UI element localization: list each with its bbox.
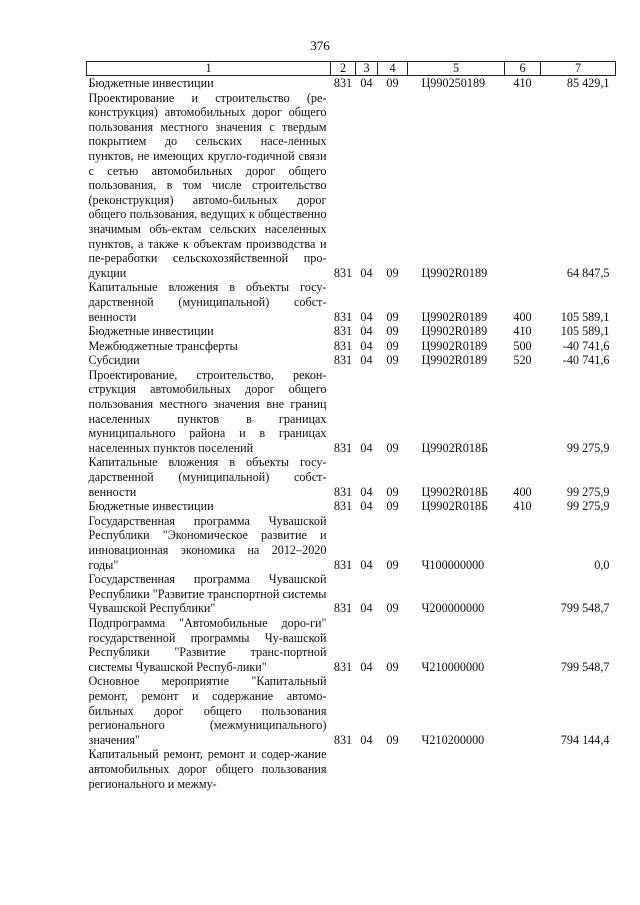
row-target-article: Ц9902R018Б xyxy=(421,499,489,514)
row-expense-type: 400 xyxy=(513,309,532,324)
table-body xyxy=(87,76,616,792)
row-name: Субсидии xyxy=(88,353,140,368)
row-ministry-code: 831 xyxy=(333,324,353,339)
row-target-article: Ч200000000 xyxy=(421,601,485,616)
row-subsection-code: 09 xyxy=(386,601,399,616)
table-row xyxy=(87,616,616,674)
row-expense-type xyxy=(505,616,541,674)
row-amount: 105 589,1 xyxy=(560,324,610,339)
table-row xyxy=(87,514,616,572)
row-section-code: 04 xyxy=(360,499,373,514)
row-name: Капитальные вложения в объекты госу-дарственной (муниципальной) собст-венности xyxy=(88,280,327,324)
row-name: Проектирование, строительство, рекон-струкция автомобильных дорог общего пользования местного значения вне границ населенных пунктов в границах муниципального района и в границах населенных пунктов поселений xyxy=(88,367,327,455)
row-expense-type xyxy=(505,514,541,572)
row-name: Межбюджетные трансферты xyxy=(88,338,238,353)
row-amount: 799 548,7 xyxy=(560,601,610,616)
row-name: Государственная программа Чувашской Республики "Экономическое развитие и инновационная экономика на 2012–2020 годы" xyxy=(88,513,327,572)
row-amount: 105 589,1 xyxy=(560,309,610,324)
row-ministry-code: 831 xyxy=(333,601,353,616)
row-name: Государственная программа Чувашской Республики "Развитие транспортной системы Чувашской Республики" xyxy=(88,572,327,616)
row-expense-type: 410 xyxy=(513,499,532,514)
row-amount: 99 275,9 xyxy=(566,484,610,499)
row-subsection-code: 09 xyxy=(386,309,399,324)
table-row xyxy=(87,324,616,339)
row-ministry-code: 831 xyxy=(333,499,353,514)
row-subsection-code: 09 xyxy=(386,484,399,499)
row-expense-type xyxy=(505,368,541,456)
row-ministry-code: 831 xyxy=(333,732,353,747)
row-name: Бюджетные инвестиции xyxy=(88,499,214,514)
header-col-1: 1 xyxy=(87,62,331,76)
budget-table xyxy=(86,61,616,791)
row-target-article: Ц9902R018Б xyxy=(421,484,489,499)
row-name: Проектирование и строительство (ре-конструкция) автомобильных дорог общего пользования местного значения с твердым покрытием до сельских насе-ленных пунктов, не имеющих кругло-годичной связи с сетью автомобильных дорог общего пользования, в том числе строительство (реконструкция) автомо-бильных дорог общего пользования, ведущих к общественно значимым объ-ектам сельских населенных пунктов, а также к объектам производства и пе-реработки сельскохозяйственной про-дукции xyxy=(88,90,327,280)
row-subsection-code: 09 xyxy=(386,76,399,90)
row-target-article: Ц9902R0189 xyxy=(421,265,488,280)
row-amount: 794 144,4 xyxy=(560,732,610,747)
table-row xyxy=(87,339,616,354)
row-target-article xyxy=(408,747,505,791)
row-name: Капитальные вложения в объекты госу-дарственной (муниципальной) собст-венности xyxy=(88,455,327,499)
row-name: Основное мероприятие "Капитальный ремонт, ремонт и содержание автомо-бильных дорог общего пользования регионального (межмуниципального) значения" xyxy=(88,674,327,747)
row-name: Бюджетные инвестиции xyxy=(88,324,214,339)
row-subsection-code: 09 xyxy=(386,338,399,353)
header-col-2: 2 xyxy=(331,62,356,76)
row-expense-type xyxy=(505,91,541,281)
row-expense-type: 400 xyxy=(513,484,532,499)
row-name: Подпрограмма "Автомобильные доро-ги" государственной программы Чу-вашской Республики "Развитие транс-портной системы Чувашской Респуб-лики" xyxy=(88,615,327,674)
row-ministry-code: 831 xyxy=(333,440,353,455)
row-section-code: 04 xyxy=(360,309,373,324)
row-expense-type: 500 xyxy=(513,338,532,353)
row-section-code: 04 xyxy=(360,324,373,339)
row-expense-type: 410 xyxy=(513,324,532,339)
row-section-code: 04 xyxy=(360,484,373,499)
row-name: Капитальный ремонт, ремонт и содер-жание автомобильных дорог общего пользования регионального и межму- xyxy=(88,747,327,791)
row-section-code: 04 xyxy=(360,601,373,616)
row-subsection-code: 09 xyxy=(386,659,399,674)
row-ministry-code: 831 xyxy=(333,484,353,499)
row-amount: 99 275,9 xyxy=(566,499,610,514)
row-expense-type xyxy=(505,572,541,616)
row-section-code: 04 xyxy=(360,265,373,280)
row-expense-type xyxy=(505,674,541,747)
row-target-article: Ц9902R0189 xyxy=(421,324,488,339)
row-target-article: Ч210200000 xyxy=(421,732,485,747)
header-col-3: 3 xyxy=(356,62,378,76)
row-subsection-code: 09 xyxy=(386,732,399,747)
table-row xyxy=(87,368,616,456)
table-row xyxy=(87,353,616,368)
table-row xyxy=(87,91,616,281)
row-ministry-code: 831 xyxy=(333,353,353,368)
row-ministry-code: 831 xyxy=(333,659,353,674)
row-subsection-code: 09 xyxy=(386,499,399,514)
row-amount xyxy=(541,747,616,791)
row-ministry-code: 831 xyxy=(333,76,353,90)
row-target-article: Ч210000000 xyxy=(421,659,485,674)
row-subsection-code: 09 xyxy=(386,557,399,572)
row-subsection-code: 09 xyxy=(386,324,399,339)
header-row xyxy=(87,62,616,76)
row-section-code xyxy=(356,747,378,791)
row-ministry-code xyxy=(331,747,356,791)
table-row xyxy=(87,455,616,499)
row-expense-type: 520 xyxy=(513,353,532,368)
header-col-6: 6 xyxy=(505,62,541,76)
row-subsection-code xyxy=(378,747,408,791)
row-subsection-code: 09 xyxy=(386,440,399,455)
row-target-article: Ц9902R018Б xyxy=(421,440,489,455)
table-row xyxy=(87,499,616,514)
row-target-article: Ч100000000 xyxy=(421,557,485,572)
row-expense-type: 410 xyxy=(513,76,532,90)
header-col-7: 7 xyxy=(541,62,616,76)
row-target-article: Ц9902R0189 xyxy=(421,353,488,368)
row-target-article: Ц990250189 xyxy=(421,76,486,90)
row-amount: 85 429,1 xyxy=(566,76,610,90)
page-number: 376 xyxy=(310,38,330,53)
row-amount: 64 847,5 xyxy=(566,265,610,280)
table-header xyxy=(87,62,616,76)
row-ministry-code: 831 xyxy=(333,338,353,353)
row-amount: 0,0 xyxy=(594,557,610,572)
row-amount: -40 741,6 xyxy=(562,338,610,353)
table-row xyxy=(87,280,616,324)
table-row xyxy=(87,76,616,91)
row-ministry-code: 831 xyxy=(333,557,353,572)
row-ministry-code: 831 xyxy=(333,265,353,280)
row-name: Бюджетные инвестиции xyxy=(88,76,214,90)
row-ministry-code: 831 xyxy=(333,309,353,324)
row-section-code: 04 xyxy=(360,440,373,455)
row-section-code: 04 xyxy=(360,338,373,353)
row-subsection-code: 09 xyxy=(386,353,399,368)
header-col-5: 5 xyxy=(408,62,505,76)
row-section-code: 04 xyxy=(360,353,373,368)
row-section-code: 04 xyxy=(360,557,373,572)
row-expense-type xyxy=(505,747,541,791)
row-amount: -40 741,6 xyxy=(562,353,610,368)
row-target-article: Ц9902R0189 xyxy=(421,338,488,353)
row-target-article: Ц9902R0189 xyxy=(421,309,488,324)
row-amount: 99 275,9 xyxy=(566,440,610,455)
header-col-4: 4 xyxy=(378,62,408,76)
table-row xyxy=(87,747,616,791)
row-subsection-code: 09 xyxy=(386,265,399,280)
row-section-code: 04 xyxy=(360,659,373,674)
row-section-code: 04 xyxy=(360,76,373,90)
row-amount: 799 548,7 xyxy=(560,659,610,674)
row-section-code: 04 xyxy=(360,732,373,747)
table-row xyxy=(87,674,616,747)
table-row xyxy=(87,572,616,616)
